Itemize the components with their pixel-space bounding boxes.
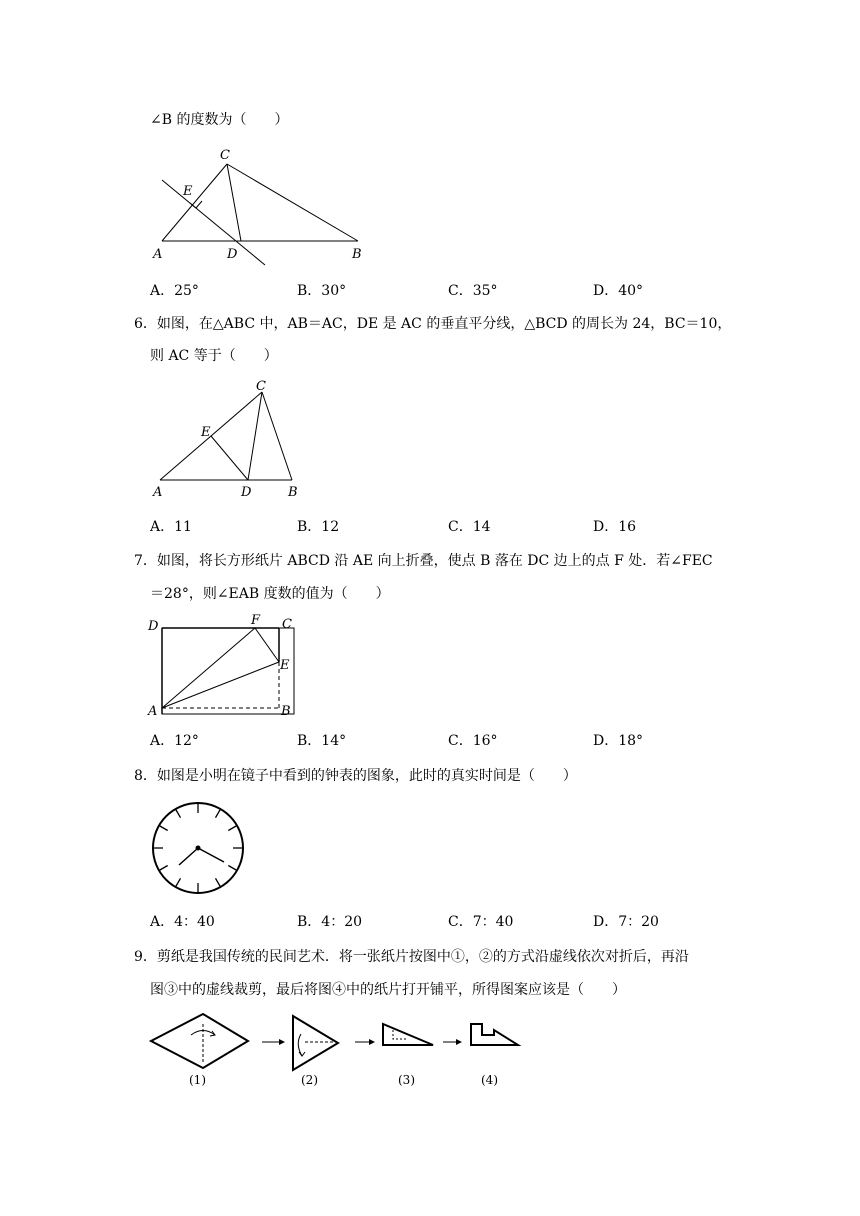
q6-label-c: C xyxy=(256,379,266,394)
q6-label-a: A xyxy=(153,485,163,500)
q5-option-d: D．40° xyxy=(593,283,644,299)
q6-label-b: B xyxy=(288,485,298,500)
q9-stem-line2: 图③中的虚线裁剪，最后将图④中的纸片打开铺平，所得图案应该是（ ） xyxy=(150,982,626,998)
caption-1: (1) xyxy=(189,1073,206,1087)
q5-label-c: C xyxy=(220,148,230,163)
caption-2: (2) xyxy=(301,1073,318,1087)
q6-label-e: E xyxy=(201,425,211,440)
q9-stem-line1: 9．剪纸是我国传统的民间艺术．将一张纸片按图中①，②的方式沿虚线依次对折后，再沿 xyxy=(134,949,689,965)
q5-option-c: C．35° xyxy=(448,283,498,299)
q5-label-d: D xyxy=(227,247,238,262)
q5-label-a: A xyxy=(153,247,163,262)
q7-stem-line1: 7．如图，将长方形纸片 ABCD 沿 AE 向上折叠，使点 B 落在 DC 边上的点 F 处．若∠FEC xyxy=(134,553,713,569)
q6-label-d: D xyxy=(241,485,252,500)
q7-option-c: C．16° xyxy=(448,733,498,749)
q7-option-a: A．12° xyxy=(150,733,199,749)
q7-label-c: C xyxy=(282,617,292,632)
q6-option-c: C．14 xyxy=(448,519,491,535)
q7-figure xyxy=(145,612,305,722)
q8-option-c: C．7：40 xyxy=(448,914,514,930)
clock-figure xyxy=(150,800,246,896)
caption-3: (3) xyxy=(398,1073,415,1087)
q8-option-a: A．4：40 xyxy=(150,914,215,930)
clock-minute-hand xyxy=(179,848,198,865)
q7-option-d: D．18° xyxy=(593,733,644,749)
q7-label-d: D xyxy=(148,619,159,634)
q6-stem-line1: 6．如图，在△ABC 中，AB＝AC，DE 是 AC 的垂直平分线，△BCD 的周长为 24，BC＝10， xyxy=(134,316,732,332)
q6-option-d: D．16 xyxy=(593,519,637,535)
clock-hour-hand xyxy=(198,848,224,862)
q6-stem-line2: 则 AC 等于（ ） xyxy=(150,348,278,364)
q7-label-a: A xyxy=(148,704,158,719)
q5-label-e: E xyxy=(183,184,193,199)
q8-option-b: B．4：20 xyxy=(297,914,363,930)
q7-label-f: F xyxy=(251,613,261,628)
paper-cutting-figure xyxy=(145,1012,535,1092)
q7-option-b: B．14° xyxy=(297,733,347,749)
q5-figure xyxy=(150,140,380,270)
q6-figure xyxy=(150,380,310,505)
q7-label-b: B xyxy=(281,704,291,719)
q5-stem: ∠B 的度数为（ ） xyxy=(150,112,289,128)
q5-option-a: A．25° xyxy=(150,283,199,299)
q7-stem-line2: ＝28°，则∠EAB 度数的值为（ ） xyxy=(150,586,390,602)
q6-option-a: A．11 xyxy=(150,519,192,535)
q8-option-d: D．7：20 xyxy=(593,914,659,930)
q5-label-b: B xyxy=(352,247,362,262)
caption-4: (4) xyxy=(481,1073,498,1087)
q7-label-e: E xyxy=(280,658,290,673)
q5-option-b: B．30° xyxy=(297,283,347,299)
q6-option-b: B．12 xyxy=(297,519,340,535)
q8-stem-line1: 8．如图是小明在镜子中看到的钟表的图象，此时的真实时间是（ ） xyxy=(134,768,577,784)
